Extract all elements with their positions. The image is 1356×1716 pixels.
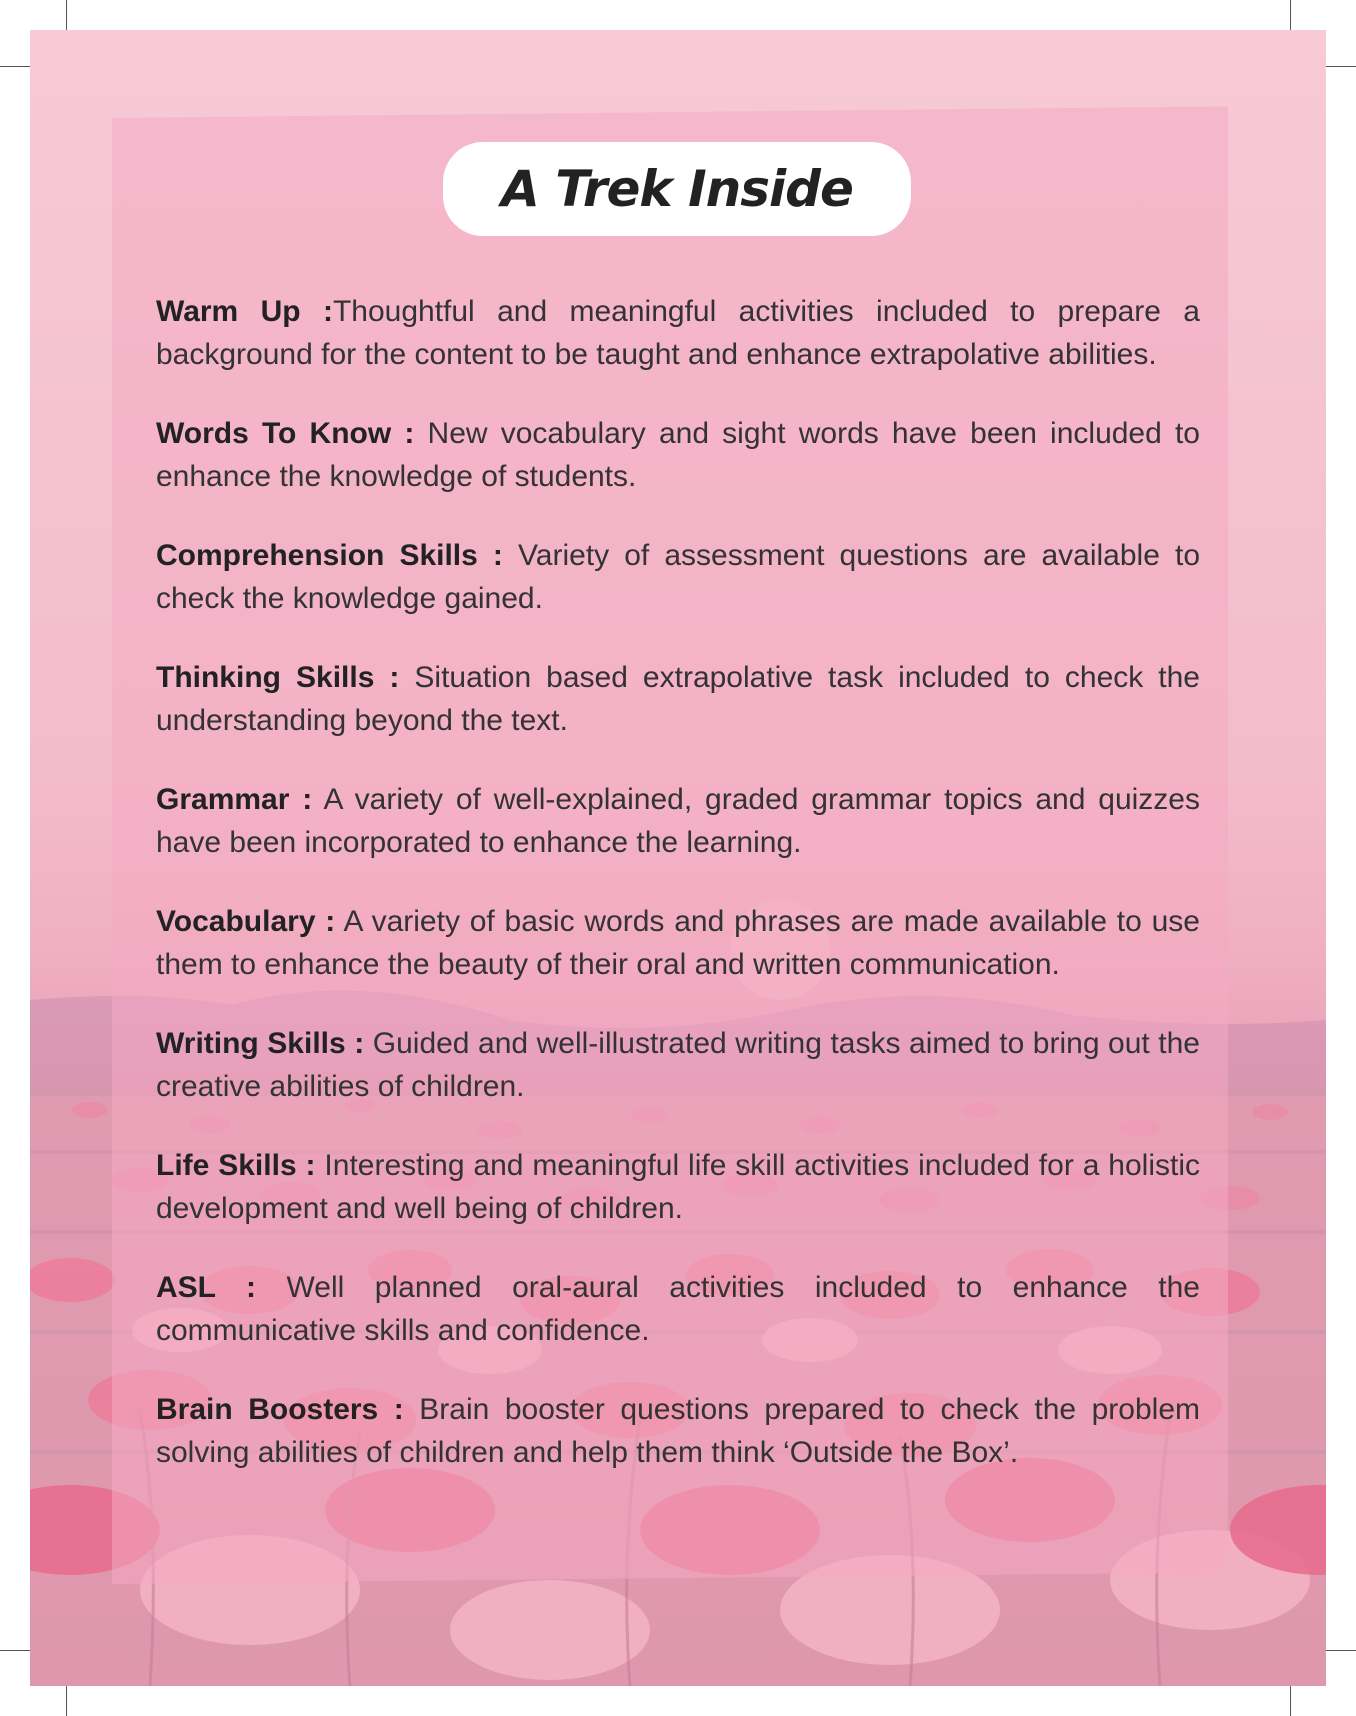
entry-term: ASL : <box>156 1271 256 1304</box>
entry-term: Life Skills : <box>156 1149 316 1182</box>
entry-text: New vocabulary and sight words have been included to enhance the knowledge of students. <box>156 417 1200 493</box>
crop-mark-left-top <box>0 66 30 67</box>
entry-term: Thinking Skills : <box>156 661 400 694</box>
crop-mark-bottom-right <box>1290 1686 1291 1716</box>
entry-term: Vocabulary : <box>156 905 336 938</box>
entry-term: Comprehension Skills : <box>156 539 503 572</box>
entry-text: A variety of well-explained, graded grammar topics and quizzes have been incorporated to enhance the learning. <box>156 783 1200 859</box>
entry-text: Thoughtful and meaningful activities included to prepare a background for the content to be taught and enhance extrapolative abilities. <box>156 295 1200 371</box>
entry-comprehension-skills <box>156 534 1200 620</box>
entry-text: Interesting and meaningful life skill activities included for a holistic development and well being of children. <box>156 1149 1200 1225</box>
entry-term: Writing Skills : <box>156 1027 365 1060</box>
entry-text: Variety of assessment questions are available to check the knowledge gained. <box>156 539 1200 615</box>
entry-term: Brain Boosters : <box>156 1393 404 1426</box>
entry-text: A variety of basic words and phrases are made available to use them to enhance the beauty of their oral and written communication. <box>156 905 1200 981</box>
crop-mark-right-top <box>1326 66 1356 67</box>
entry-grammar <box>156 778 1200 864</box>
crop-mark-top-left <box>66 0 67 30</box>
entry-vocabulary <box>156 900 1200 986</box>
crop-mark-bottom-left <box>66 1686 67 1716</box>
entry-warm-up <box>156 290 1200 376</box>
crop-mark-top-right <box>1290 0 1291 30</box>
entry-text: Guided and well-illustrated writing tasks aimed to bring out the creative abilities of children. <box>156 1027 1200 1103</box>
page-title: A Trek Inside <box>501 160 853 218</box>
entry-text: Well planned oral-aural activities included to enhance the communicative skills and confidence. <box>156 1271 1200 1347</box>
entry-words-to-know <box>156 412 1200 498</box>
entry-asl <box>156 1266 1200 1352</box>
crop-mark-left-bottom <box>0 1650 30 1651</box>
entry-term: Warm Up : <box>156 295 333 328</box>
crop-mark-right-bottom <box>1326 1650 1356 1651</box>
entry-life-skills <box>156 1144 1200 1230</box>
entry-brain-boosters <box>156 1388 1200 1474</box>
entry-term: Grammar : <box>156 783 313 816</box>
entry-term: Words To Know : <box>156 417 415 450</box>
entry-thinking-skills <box>156 656 1200 742</box>
features-list <box>156 290 1200 1510</box>
entry-text: Brain booster questions prepared to check the problem solving abilities of children and help them think ‘Outside the Box’. <box>156 1393 1200 1469</box>
entry-text: Situation based extrapolative task included to check the understanding beyond the text. <box>156 661 1200 737</box>
entry-writing-skills <box>156 1022 1200 1108</box>
title-banner <box>443 142 911 236</box>
